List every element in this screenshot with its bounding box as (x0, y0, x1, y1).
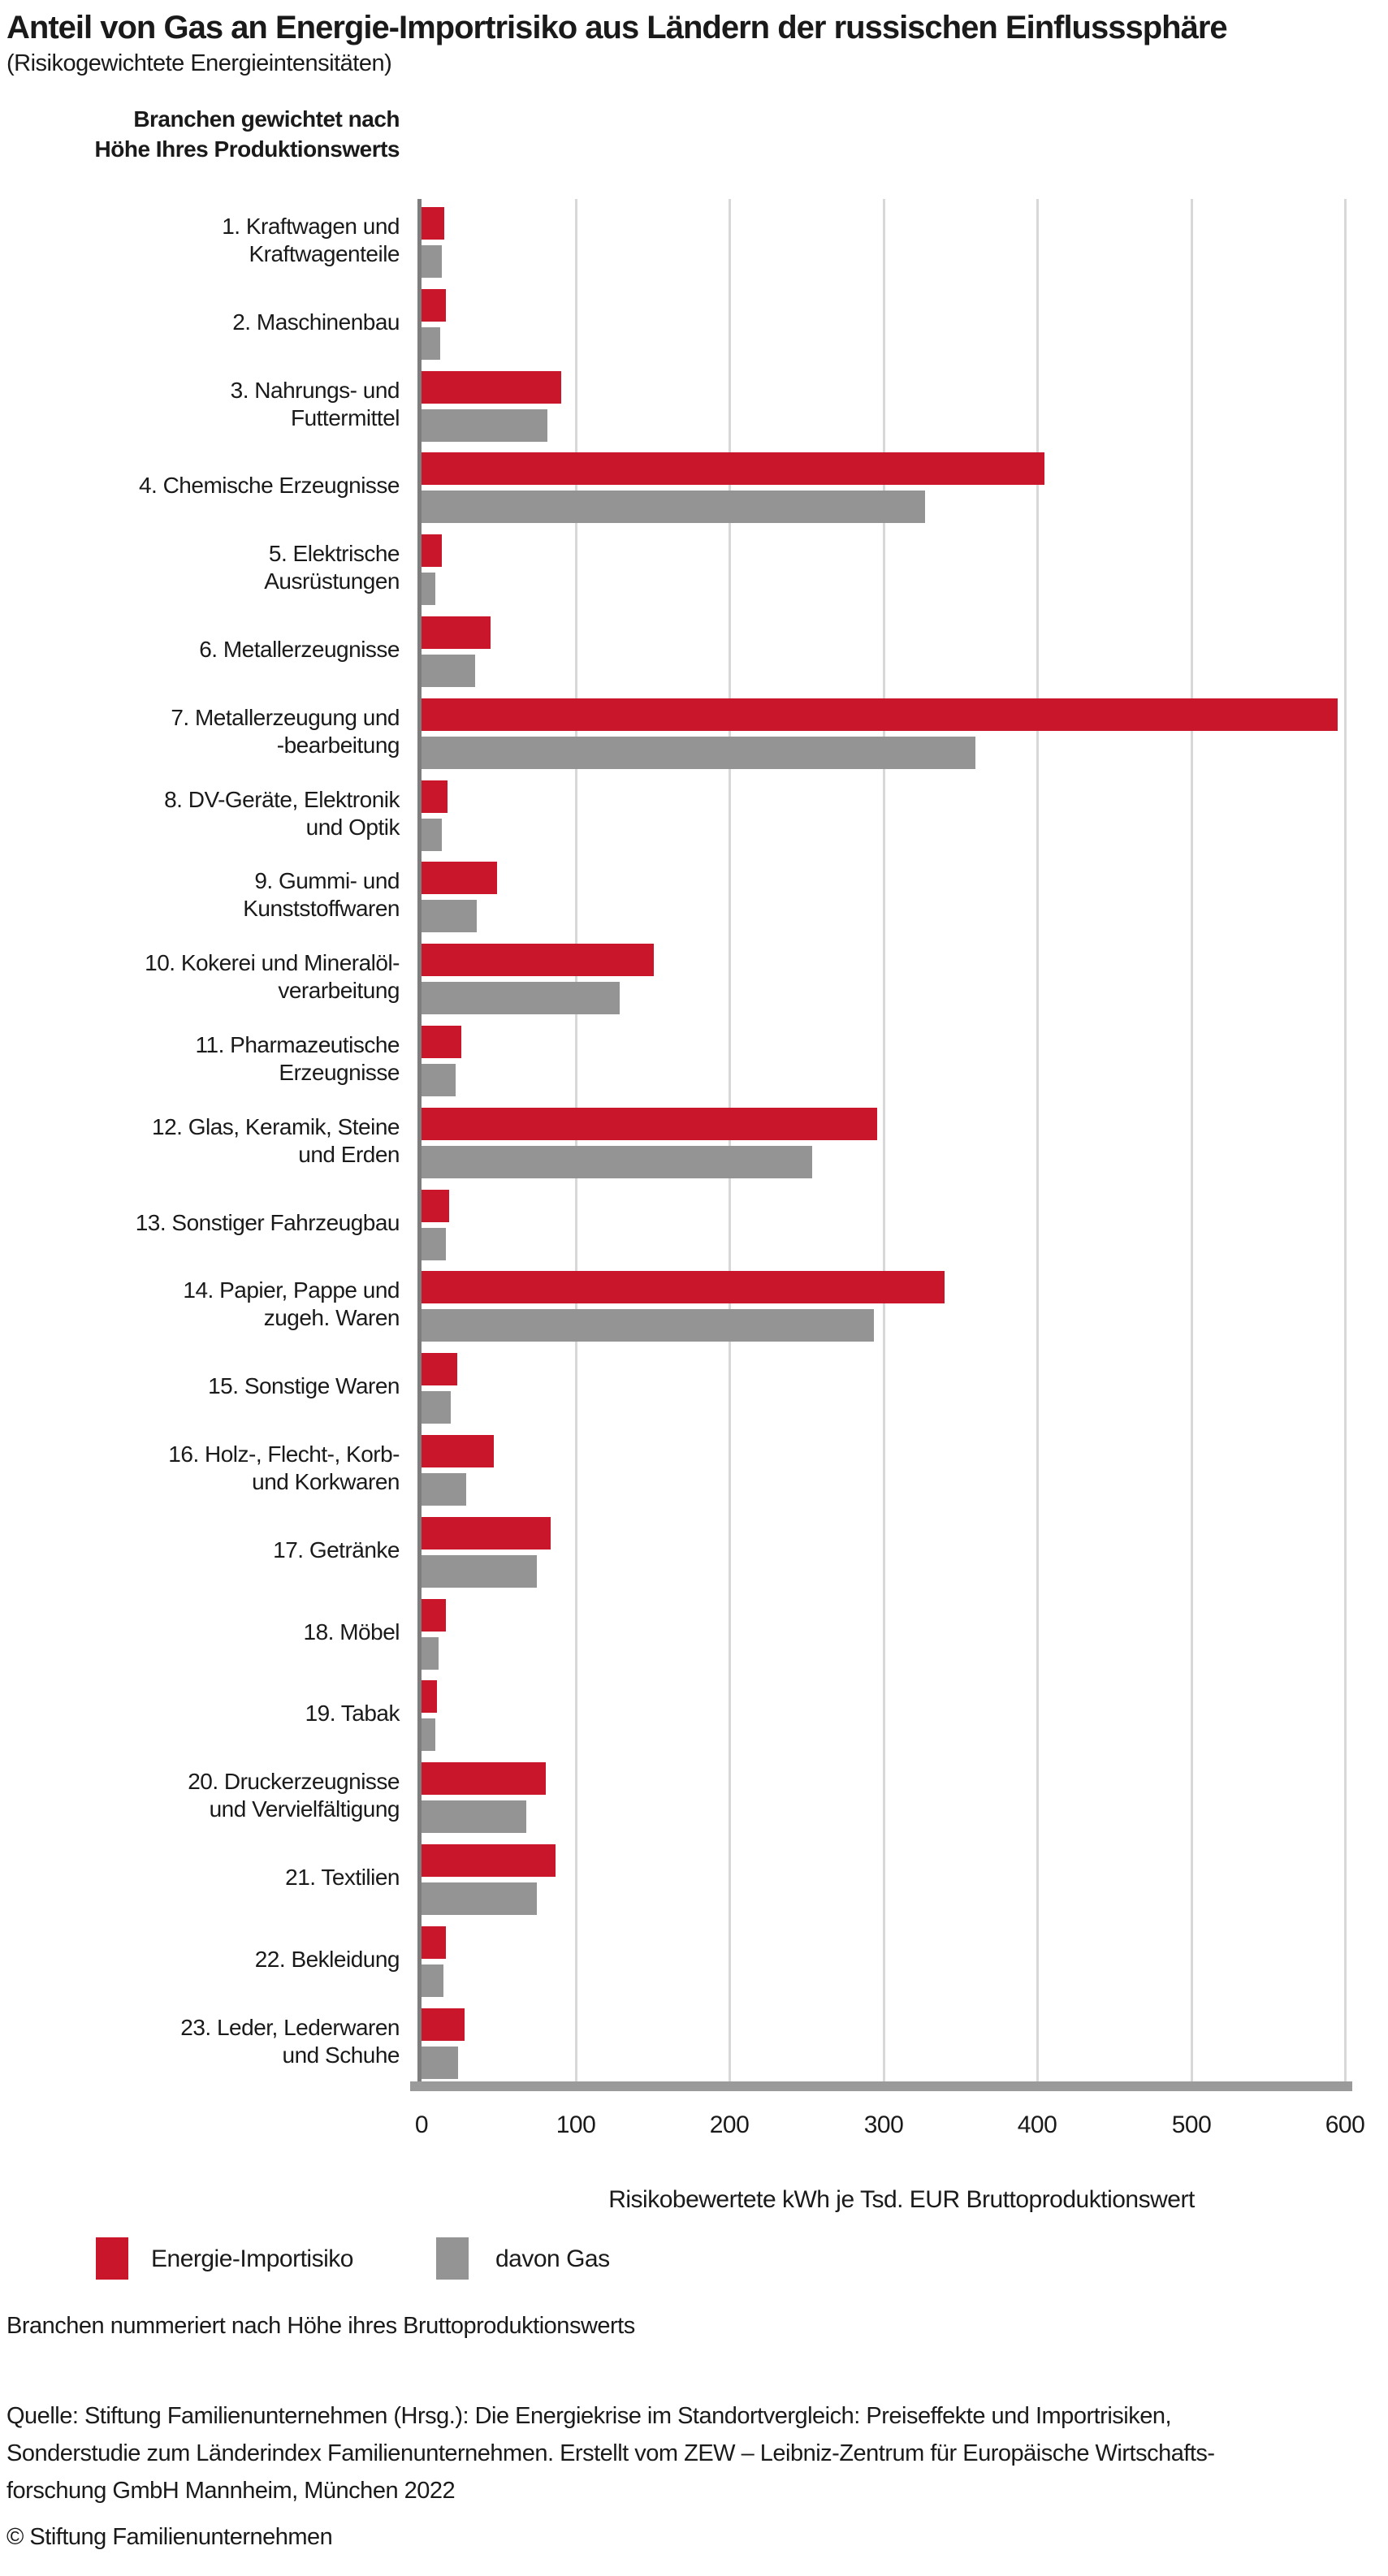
x-tick-label-400: 400 (1017, 2111, 1057, 2138)
category-label: 1. Kraftwagen und Kraftwagenteile (222, 213, 400, 266)
bar-davon-gas (422, 1800, 526, 1833)
bar-energie-importrisiko (422, 371, 561, 404)
bar-davon-gas (422, 900, 477, 932)
category-label: 16. Holz-, Flecht-, Korb- und Korkwaren (168, 1441, 400, 1494)
bar-davon-gas (422, 1228, 446, 1260)
bar-energie-importrisiko (422, 1190, 449, 1222)
bar-davon-gas (422, 1964, 443, 1997)
category-label: 12. Glas, Keramik, Steine und Erden (152, 1113, 400, 1167)
bar-davon-gas (422, 2047, 458, 2079)
legend-swatch-davon-gas (436, 2237, 469, 2280)
x-axis-title: Risikobewertete kWh je Tsd. EUR Bruttoproduktionswert (608, 2186, 1195, 2213)
bar-davon-gas (422, 327, 440, 360)
category-label: 18. Möbel (303, 1619, 400, 1645)
bar-energie-importrisiko (422, 207, 444, 240)
bar-energie-importrisiko (422, 1108, 877, 1140)
bar-energie-importrisiko (422, 1762, 546, 1795)
x-axis-baseline (410, 2081, 1352, 2091)
bar-energie-importrisiko (422, 2008, 465, 2041)
category-label: 9. Gummi- und Kunststoffwaren (243, 867, 400, 921)
x-tick-label-600: 600 (1325, 2111, 1365, 2138)
bar-energie-importrisiko (422, 452, 1044, 485)
bar-energie-importrisiko (422, 289, 446, 322)
plot-area (422, 199, 1345, 2081)
category-label: 14. Papier, Pappe und zugeh. Waren (183, 1277, 400, 1330)
copyright-note: © Stiftung Familienunternehmen (6, 2524, 333, 2550)
bar-energie-importrisiko (422, 780, 448, 813)
category-label: 8. DV-Geräte, Elektronik und Optik (164, 786, 400, 840)
category-label: 11. Pharmazeutische Erzeugnisse (195, 1031, 400, 1085)
y-axis-header (0, 104, 400, 164)
legend-label-energie-importrisiko: Energie-Importisiko (151, 2245, 353, 2272)
category-label: 13. Sonstiger Fahrzeugbau (135, 1209, 400, 1235)
bar-energie-importrisiko (422, 1599, 446, 1632)
bar-energie-importrisiko (422, 1926, 446, 1959)
source-line: Quelle: Stiftung Familienunternehmen (Hrsg.): Die Energiekrise im Standortvergleich: Preiseffekte und Importrisiken, (6, 2403, 1172, 2429)
x-tick-label-500: 500 (1171, 2111, 1212, 2138)
chart-subtitle: (Risikogewichtete Energieintensitäten) (6, 50, 392, 76)
category-label: 10. Kokerei und Mineralöl- verarbeitung (145, 949, 400, 1003)
category-label: 7. Metallerzeugung und -bearbeitung (171, 704, 400, 758)
bar-davon-gas (422, 491, 925, 523)
y-axis-header-line1: Branchen gewichtet nach (133, 106, 400, 132)
bar-energie-importrisiko (422, 1844, 556, 1877)
category-label: 5. Elektrische Ausrüstungen (264, 540, 400, 594)
category-label: 6. Metallerzeugnisse (199, 636, 400, 662)
source-line: Sonderstudie zum Länderindex Familienunternehmen. Erstellt vom ZEW – Leibniz-Zentrum für Europäische Wirtschafts- (6, 2440, 1215, 2466)
category-label: 2. Maschinenbau (232, 309, 400, 335)
bar-davon-gas (422, 1064, 456, 1096)
category-label: 23. Leder, Lederwaren und Schuhe (180, 2014, 400, 2068)
bar-energie-importrisiko (422, 1271, 945, 1303)
bar-energie-importrisiko (422, 944, 654, 976)
category-label: 19. Tabak (305, 1700, 400, 1726)
x-tick-label-0: 0 (414, 2111, 429, 2138)
bar-davon-gas (422, 655, 475, 687)
gridline-x-600 (1344, 199, 1347, 2081)
bar-davon-gas (422, 1637, 439, 1670)
legend-swatch-energie-importrisiko (96, 2237, 128, 2280)
bar-energie-importrisiko (422, 1680, 437, 1713)
category-label: 3. Nahrungs- und Futtermittel (230, 377, 400, 430)
bar-davon-gas (422, 245, 442, 278)
legend-label-davon-gas: davon Gas (495, 2245, 610, 2272)
bar-davon-gas (422, 1146, 812, 1178)
bar-davon-gas (422, 1882, 537, 1915)
footnote: Branchen nummeriert nach Höhe ihres Bruttoproduktionswerts (6, 2313, 635, 2339)
x-tick-label-100: 100 (556, 2111, 596, 2138)
category-label: 21. Textilien (285, 1864, 400, 1890)
bar-davon-gas (422, 737, 975, 769)
category-label: 4. Chemische Erzeugnisse (138, 472, 400, 498)
category-label: 22. Bekleidung (254, 1946, 400, 1972)
category-label: 20. Druckerzeugnisse und Vervielfältigung (188, 1768, 400, 1822)
x-tick-label-300: 300 (863, 2111, 904, 2138)
bar-energie-importrisiko (422, 534, 442, 567)
category-label: 17. Getränke (273, 1537, 400, 1562)
bar-energie-importrisiko (422, 1435, 494, 1467)
x-tick-label-200: 200 (709, 2111, 750, 2138)
y-axis-header-line2: Höhe Ihres Produktionswerts (94, 136, 400, 162)
bar-davon-gas (422, 573, 435, 605)
bar-davon-gas (422, 819, 442, 851)
chart-title: Anteil von Gas an Energie-Importrisiko aus Ländern der russischen Einflusssphäre (6, 10, 1227, 45)
bar-davon-gas (422, 982, 620, 1014)
bar-davon-gas (422, 1555, 537, 1588)
bar-energie-importrisiko (422, 1353, 457, 1385)
legend (0, 2237, 1388, 2286)
bar-davon-gas (422, 409, 547, 442)
bar-davon-gas (422, 1309, 874, 1342)
source-line: forschung GmbH Mannheim, München 2022 (6, 2478, 456, 2504)
source-note (6, 2397, 1215, 2509)
bar-davon-gas (422, 1391, 451, 1424)
bar-energie-importrisiko (422, 698, 1338, 731)
bar-energie-importrisiko (422, 1026, 461, 1058)
bar-davon-gas (422, 1473, 466, 1506)
gridline-x-500 (1191, 199, 1193, 2081)
bar-davon-gas (422, 1718, 435, 1751)
bar-energie-importrisiko (422, 616, 491, 649)
bar-energie-importrisiko (422, 1517, 551, 1549)
category-label: 15. Sonstige Waren (208, 1372, 400, 1398)
bar-energie-importrisiko (422, 862, 497, 894)
